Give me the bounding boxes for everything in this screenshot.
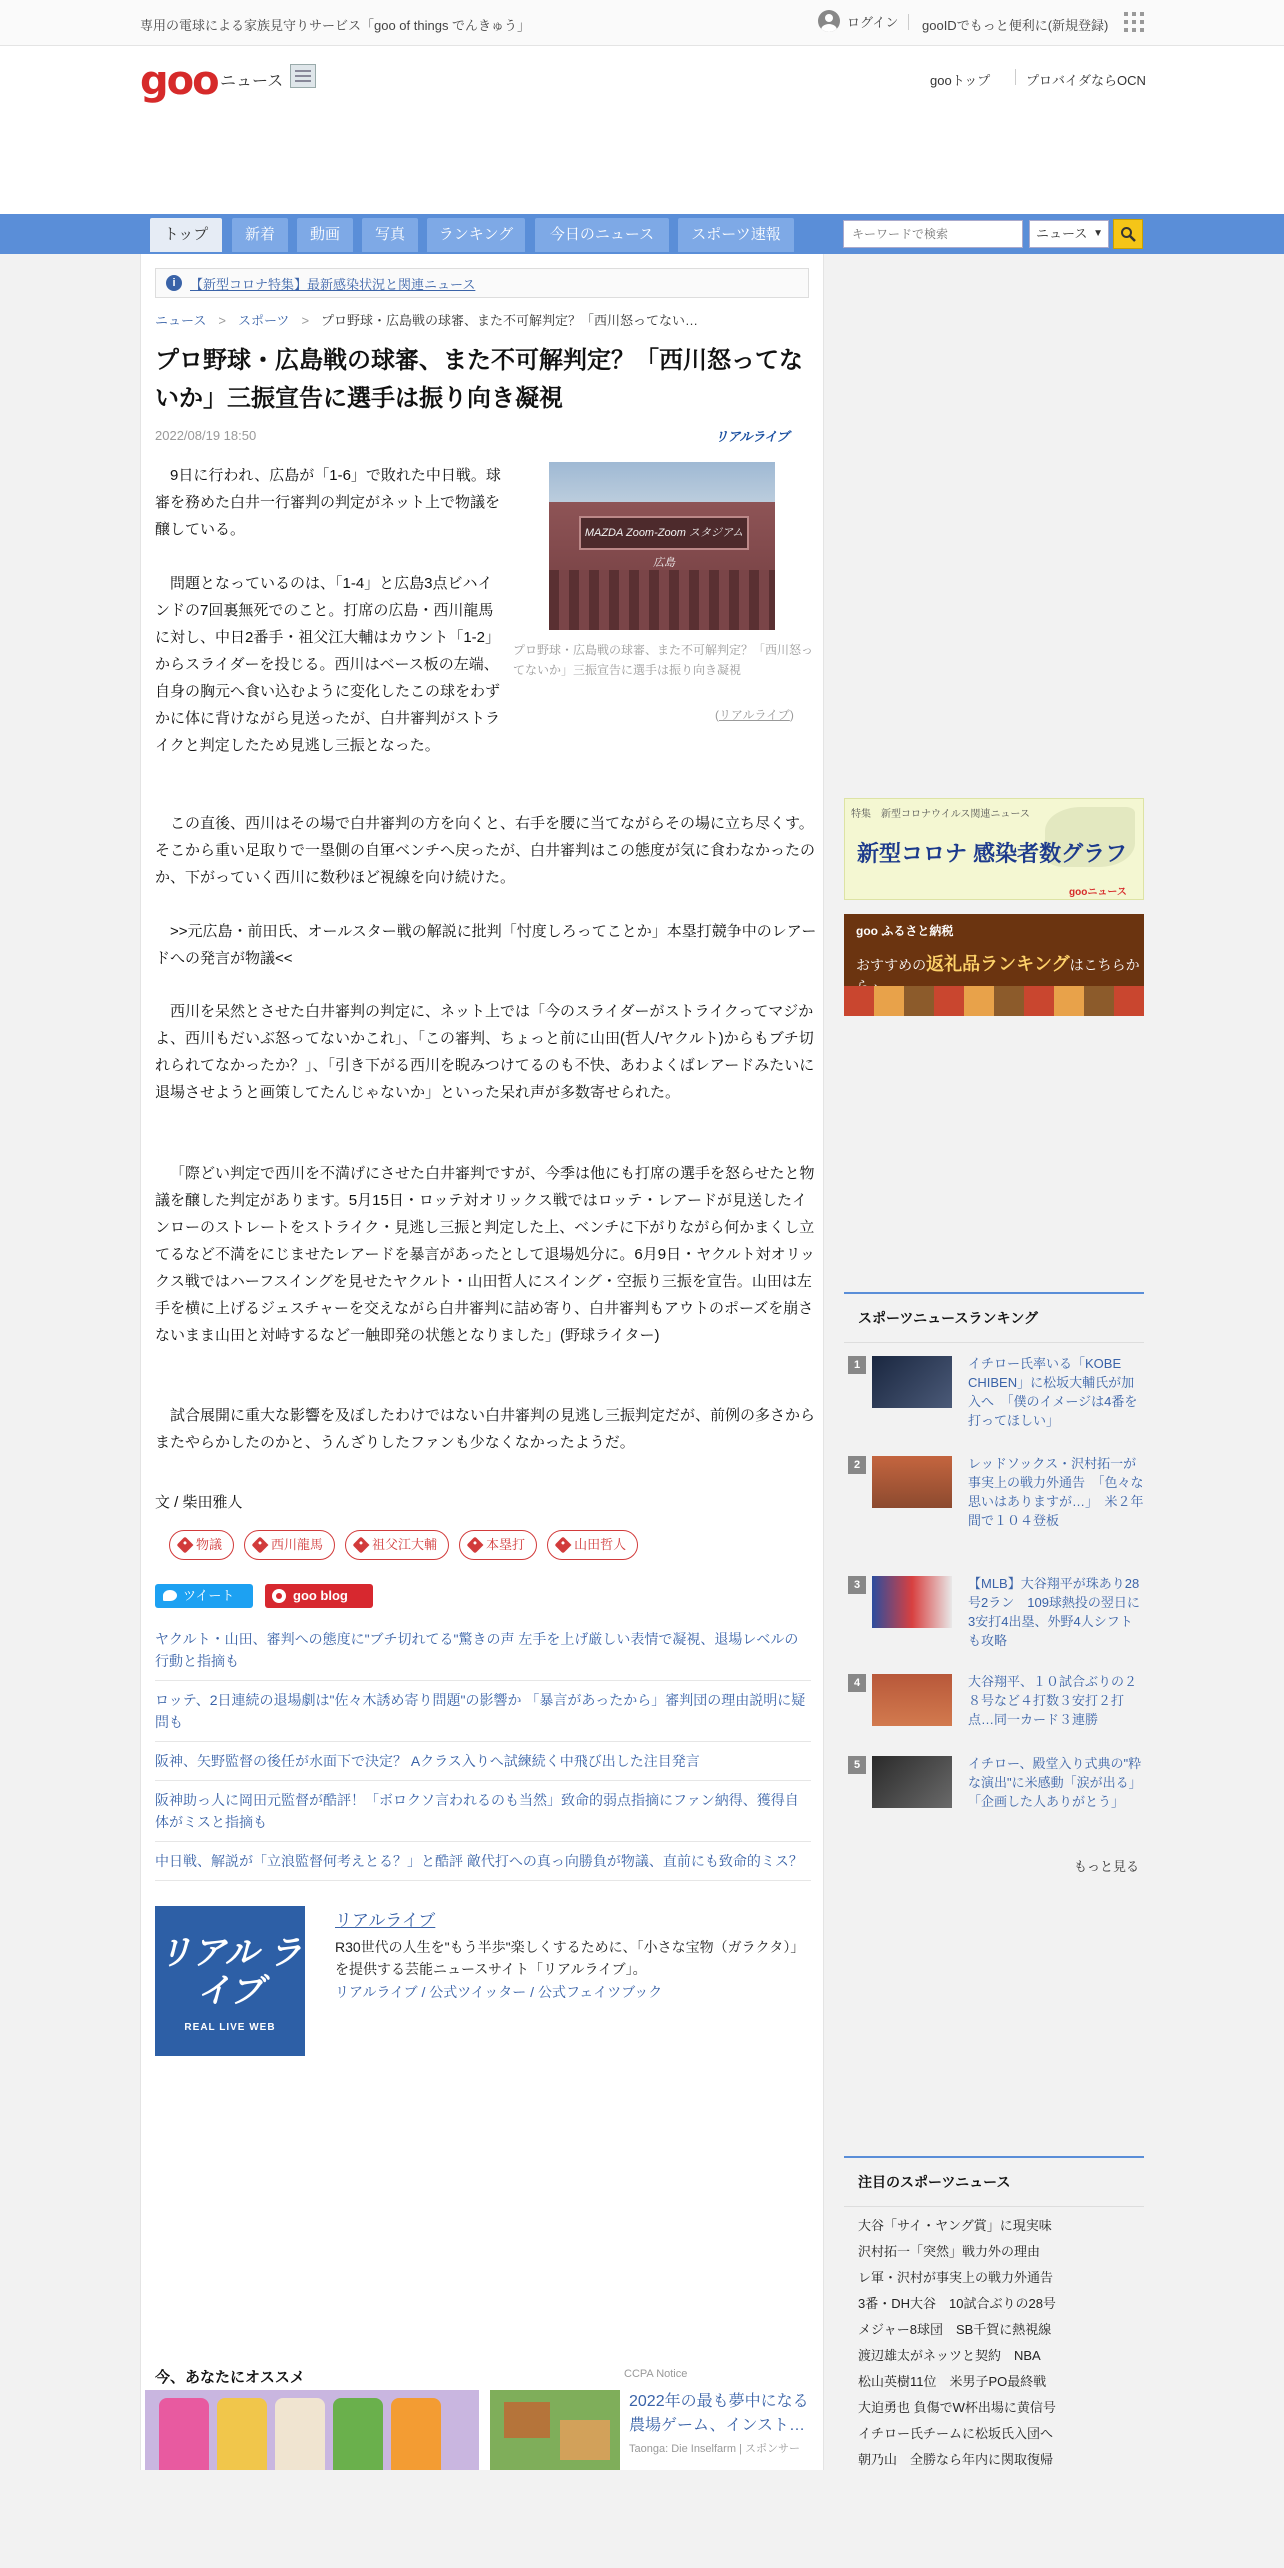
goo-blog-label: goo blog [293,1588,348,1603]
article-paragraph: この直後、西川はその場で白井審判の方を向くと、右手を腰に当てながらその場に立ち尽くす。そこから重い足取りで一塁側の自軍ベンチへ戻ったが、白井審判はこの態度が気に食わなかったのか、下がっていく西川に数秒ほど視線を向け続けた。 [155,815,816,886]
register-link[interactable]: gooIDでもっと便利に(新規登録) [922,18,1109,33]
ocn-link[interactable]: プロバイダならOCN [1026,73,1146,88]
article-paragraph: 9日に行われ、広島が「1-6」で敗れた中日戦。球審を務めた白井一行審判の判定がネット上で物議を醸している。 [155,467,501,538]
search-scope-select[interactable]: ニュース ▼ [1029,220,1109,248]
attention-link[interactable]: 沢村拓一「突然」戦力外の理由 [858,2244,1041,2259]
breadcrumb-news[interactable]: ニュース [155,313,207,328]
tag-label: 物議 [196,1537,223,1552]
tag-chip[interactable] [345,1530,449,1560]
attention-link[interactable]: メジャー8球団 SB千賀に熱視線 [858,2322,1052,2337]
related-article-link[interactable]: 中日戦、解説が「立浪監督何考えとる？」と酷評 敵代打への真っ向勝負が物議、直前にも致命的ミス？ [155,1842,811,1881]
tab-ranking[interactable]: ランキング [427,218,525,252]
goo-blog-button[interactable] [265,1584,373,1608]
tag-chip[interactable] [244,1530,335,1560]
goo-blog-icon [272,1589,286,1603]
apps-grid-icon[interactable] [1124,12,1144,32]
rank-number: 5 [848,1756,866,1774]
ranking-item[interactable] [844,1350,1144,1446]
promo-link[interactable]: 専用の電球による家族見守りサービス「goo of things でんきゅう」 [140,18,531,33]
tag-label: 祖父江大輔 [372,1537,438,1552]
ranking-title: スポーツニュースランキング [844,1292,1144,1343]
article-paragraph: 西川を呆然とさせた白井審判の判定に、ネット上では「今のスライダーがストライクってマジかよ、西川もだいぶ怒ってないかこれ」、「この審判、ちょっと前に山田(哲人/ヤクルト)からもブチ切れられてなかったか？」、「引き下がる西川を睨みつけてるのも不快、あわよくばレアードみたいに退場させようと画策してたんじゃないか」といった呆れ声が多数寄せられた。 [155,1003,815,1101]
tag-chip[interactable] [169,1530,234,1560]
attention-link[interactable]: レ軍・沢村が事実上の戦力外通告 [858,2270,1054,2285]
provider-logo[interactable] [155,1906,305,2056]
banner-text: おすすめの返礼品ランキングはこちらか [856,954,1140,974]
related-article-link[interactable]: ヤクルト・山田、審判への態度に"ブチ切れてる"驚きの声 左手を上げ厳しい表情で凝視、退場レベルの行動と指摘も [155,1620,811,1681]
article-date: 2022/08/19 18:50 [155,428,257,443]
sports-ranking [844,1292,1144,1892]
ranking-thumbnail [872,1756,952,1808]
ranking-thumbnail [872,1456,952,1508]
attention-link[interactable]: 大谷「サイ・ヤング賞」に現実味 [858,2218,1052,2233]
banner-title: 新型コロナ 感染者数グラフ [857,841,1128,866]
sponsored-image[interactable] [145,2390,479,2470]
covid-notice-link[interactable]: 【新型コロナ特集】最新感染状況と関連ニュース [190,276,476,292]
rank-number: 4 [848,1674,866,1692]
search-button[interactable] [1113,219,1143,249]
provider-box [155,1906,811,2056]
breadcrumb-current: プロ野球・広島戦の球審、また不可解判定？「西川怒ってない… [321,313,699,328]
login-link[interactable] [818,10,898,32]
info-icon: i [166,275,182,291]
ranking-item[interactable] [844,1750,1144,1846]
attention-link[interactable]: 渡辺雄太がネッツと契約 NBA [858,2348,1041,2363]
divider [1015,69,1016,85]
banner-goo-logo: goo ふるさと納税 [856,924,954,938]
user-avatar-icon [818,10,840,32]
attention-link[interactable]: 松山英樹11位 米男子PO最終戦 [858,2374,1047,2389]
related-article-link[interactable]: ロッテ、2日連続の退場劇は"佐々木誘め寄り問題"の影響か 「暴言があったから」審判団の理由説明に疑問も [155,1681,811,1742]
tag-icon [467,1537,484,1554]
site-header [0,46,1284,214]
article-column [140,254,824,2470]
related-articles [155,1620,811,1881]
article-photo[interactable] [549,462,775,630]
tab-today[interactable]: 今日のニュース [535,218,669,252]
attention-link[interactable]: 朝乃山 全勝なら年内に関取復帰 [858,2452,1054,2467]
tag-label: 山田哲人 [574,1537,627,1552]
goo-logo[interactable]: goo [140,58,218,104]
banner-label: 特集 新型コロナウイルス関連ニュース [851,809,1030,820]
ranking-link[interactable]: レッドソックス・沢村拓一が事実上の戦力外通告 「色々な思いはありますが…」 米２年間で１０４登板 [968,1456,1144,1528]
search-icon [1120,226,1136,242]
goo-top-link[interactable]: gooトップ [930,73,991,88]
login-label: ログイン [847,14,899,30]
news-section-label[interactable]: ニュース [220,73,284,90]
breadcrumb-sports[interactable]: スポーツ [237,313,290,328]
ranking-link[interactable]: イチロー、殿堂入り式典の"粋な演出"に米感動「涙が出る」「企画した人ありがとう」 [968,1756,1142,1809]
attention-title: 注目のスポーツニュース [844,2156,1144,2207]
tab-sports-live[interactable]: スポーツ速報 [678,218,794,252]
sponsored-title-link[interactable]: 2022年の最も夢中になる農場ゲーム、インスト… [629,2393,809,2434]
provider-links[interactable]: リアルライブ / 公式ツイッター / 公式フェイツブック [335,1984,663,2000]
more-row [844,1856,1144,1876]
tab-new[interactable]: 新着 [232,218,288,252]
tag-icon [177,1537,194,1554]
ccpa-notice-link[interactable]: CCPA Notice [624,2368,688,2380]
tab-video[interactable]: 動画 [297,218,353,252]
article-paragraph: 「際どい判定で西川を不満げにさせた白井審判ですが、今季は他にも打席の選手を怒らせたと物議を醸した判定があります。5月15日・ロッテ対オリックス戦ではロッテ・レアードが見送したインローのストレートをストライク・見逃し三振と判定した上、ベンチに下がりながら何かまくし立てるなど不満をにじませたレアードを暴言があったとして退場処分に。6月9日・ヤクルト対オリックス戦ではハーフスイングを見せたヤクルト・山田哲人にスイング・空振り三振を宣告。山田は左手を横に上げるジェスチャーを交えながら白井審判に詰め寄り、白井審判もアウトのポーズを崩さないまま山田と対峙するなど一触即発の状態となりました」(野球ライター) [155,1165,816,1344]
breadcrumb: ニュース > スポーツ > プロ野球・広島戦の球審、また不可解判定？「西川怒ってない… [155,313,699,328]
covid-notice [155,268,809,298]
photo-credit: (リアルライブ) [715,708,794,722]
photo-caption: プロ野球・広島戦の球審、また不可解判定？「西川怒ってないか」三振宣告に選手は振り向き凝視 [513,643,814,677]
article-author: 文 / 柴田雅人 [155,1494,243,1511]
search-input[interactable] [843,220,1023,248]
article-title: プロ野球・広島戦の球審、また不可解判定？「西川怒ってないか」三振宣告に選手は振り向き凝視 [155,347,803,412]
banner-food-image [844,986,1144,1016]
provider-logo-text: リアル ライブ [157,1934,303,2010]
divider [908,14,909,30]
ranking-thumbnail [872,1576,952,1628]
attention-sports-news [844,2156,1144,2472]
rank-number: 2 [848,1456,866,1474]
ranking-link[interactable]: 【MLB】大谷翔平が珠あり28号2ラン 109球熱投の翌日に3安打4出塁、外野4人シフトも攻略 [968,1576,1140,1648]
banner-goo-logo: gooニュース [1069,887,1127,898]
recommend-heading: 今、あなたにオススメ [155,2369,305,2386]
tweet-button[interactable] [155,1584,253,1608]
provider-description: R30世代の人生を"もう半歩"楽しくするために、「小さな宝物（ガラクタ）」を提供する芸能ニュースサイト「リアルライブ」。 [335,1939,805,1977]
ranking-link[interactable]: 大谷翔平、１０試合ぶりの２８号など４打数３安打２打点…同一カード３連勝 [968,1674,1138,1727]
provider-logo-subtext: REAL LIVE WEB [184,2022,276,2033]
ranking-link[interactable]: イチロー氏率いる「KOBE CHIBEN」に松坂大輔氏が加入へ 「僕のイメージは4番を打ってほしい」 [968,1356,1138,1428]
related-article-link-inline[interactable]: >>元広島・前田氏、オールスター戦の解説に批判「忖度しろってことか」本塁打競争中のレアードへの発言が物議<< [155,923,817,967]
stadium-sign: MAZDA Zoom-Zoom スタジアム広島 [579,516,749,550]
related-article-link[interactable]: 阪神助っ人に岡田元監督が酷評！「ボロクソ言われるのも当然」致命的弱点指摘にファン納得、獲得自体がミスと指摘も [155,1781,811,1842]
tag-label: 本塁打 [486,1537,526,1552]
more-link[interactable]: もっと見る [1074,1859,1140,1874]
tag-chip[interactable] [459,1530,537,1560]
rank-number: 1 [848,1356,866,1374]
ranking-thumbnail [872,1356,952,1408]
ranking-item[interactable] [844,1570,1144,1666]
attention-link[interactable]: 3番・DH大谷 10試合ぶりの28号 [858,2296,1056,2311]
attention-link[interactable]: イチロー氏チームに松坂氏入団へ [858,2426,1054,2441]
sponsored-source: Taonga: Die Inselfarm | スポンサー [629,2443,800,2455]
related-article-link[interactable]: 阪神、矢野監督の後任が水面下で決定？ Aクラス入りへ試練続く中飛び出した注目発言 [155,1742,811,1781]
ranking-thumbnail [872,1674,952,1726]
furusato-banner[interactable] [844,914,1144,1016]
rank-number: 3 [848,1576,866,1594]
ranking-item[interactable] [844,1450,1144,1546]
tag-icon [252,1537,269,1554]
tag-icon [555,1537,572,1554]
attention-link[interactable]: 大迫勇也 負傷でW杯出場に黄信号 [858,2400,1056,2415]
tag-list [169,1530,638,1560]
tag-chip[interactable] [547,1530,638,1560]
tag-label: 西川龍馬 [271,1537,324,1552]
top-utility-bar [0,0,1284,46]
newspaper-icon [290,64,316,88]
provider-name-link[interactable]: リアルライブ [335,1911,436,1930]
tab-photo[interactable]: 写真 [362,218,418,252]
covid-graph-banner[interactable] [844,798,1144,900]
tweet-label: ツイート [183,1588,235,1603]
photo-credit-link[interactable]: リアルライブ [719,708,790,722]
sponsored-game-image[interactable] [490,2390,620,2470]
twitter-bird-icon [163,1590,177,1601]
article-paragraph: 試合展開に重大な影響を及ぼしたわけではない白井審判の見逃し三振判定だが、前例の多さからまたやらかしたのかと、うんざりしたファンも少なくなかったようだ。 [155,1407,816,1451]
source-logo[interactable]: リアルライブ [715,429,789,444]
tag-icon [353,1537,370,1554]
article-paragraph: 問題となっているのは、「1-4」と広島3点ビハインドの7回裏無死でのこと。打席の広島・西川龍馬に対し、中日2番手・祖父江大輔はカウント「1-2」からスライダーを投じる。西川はベース板の左端、自身の胸元へ食い込むように変化したこの球をわずかに体に背けながら見送ったが、白井審判がストライクと判定したため見逃し三振となった。 [155,575,501,754]
main-nav [0,214,1284,254]
tab-top[interactable]: トップ [150,218,222,252]
